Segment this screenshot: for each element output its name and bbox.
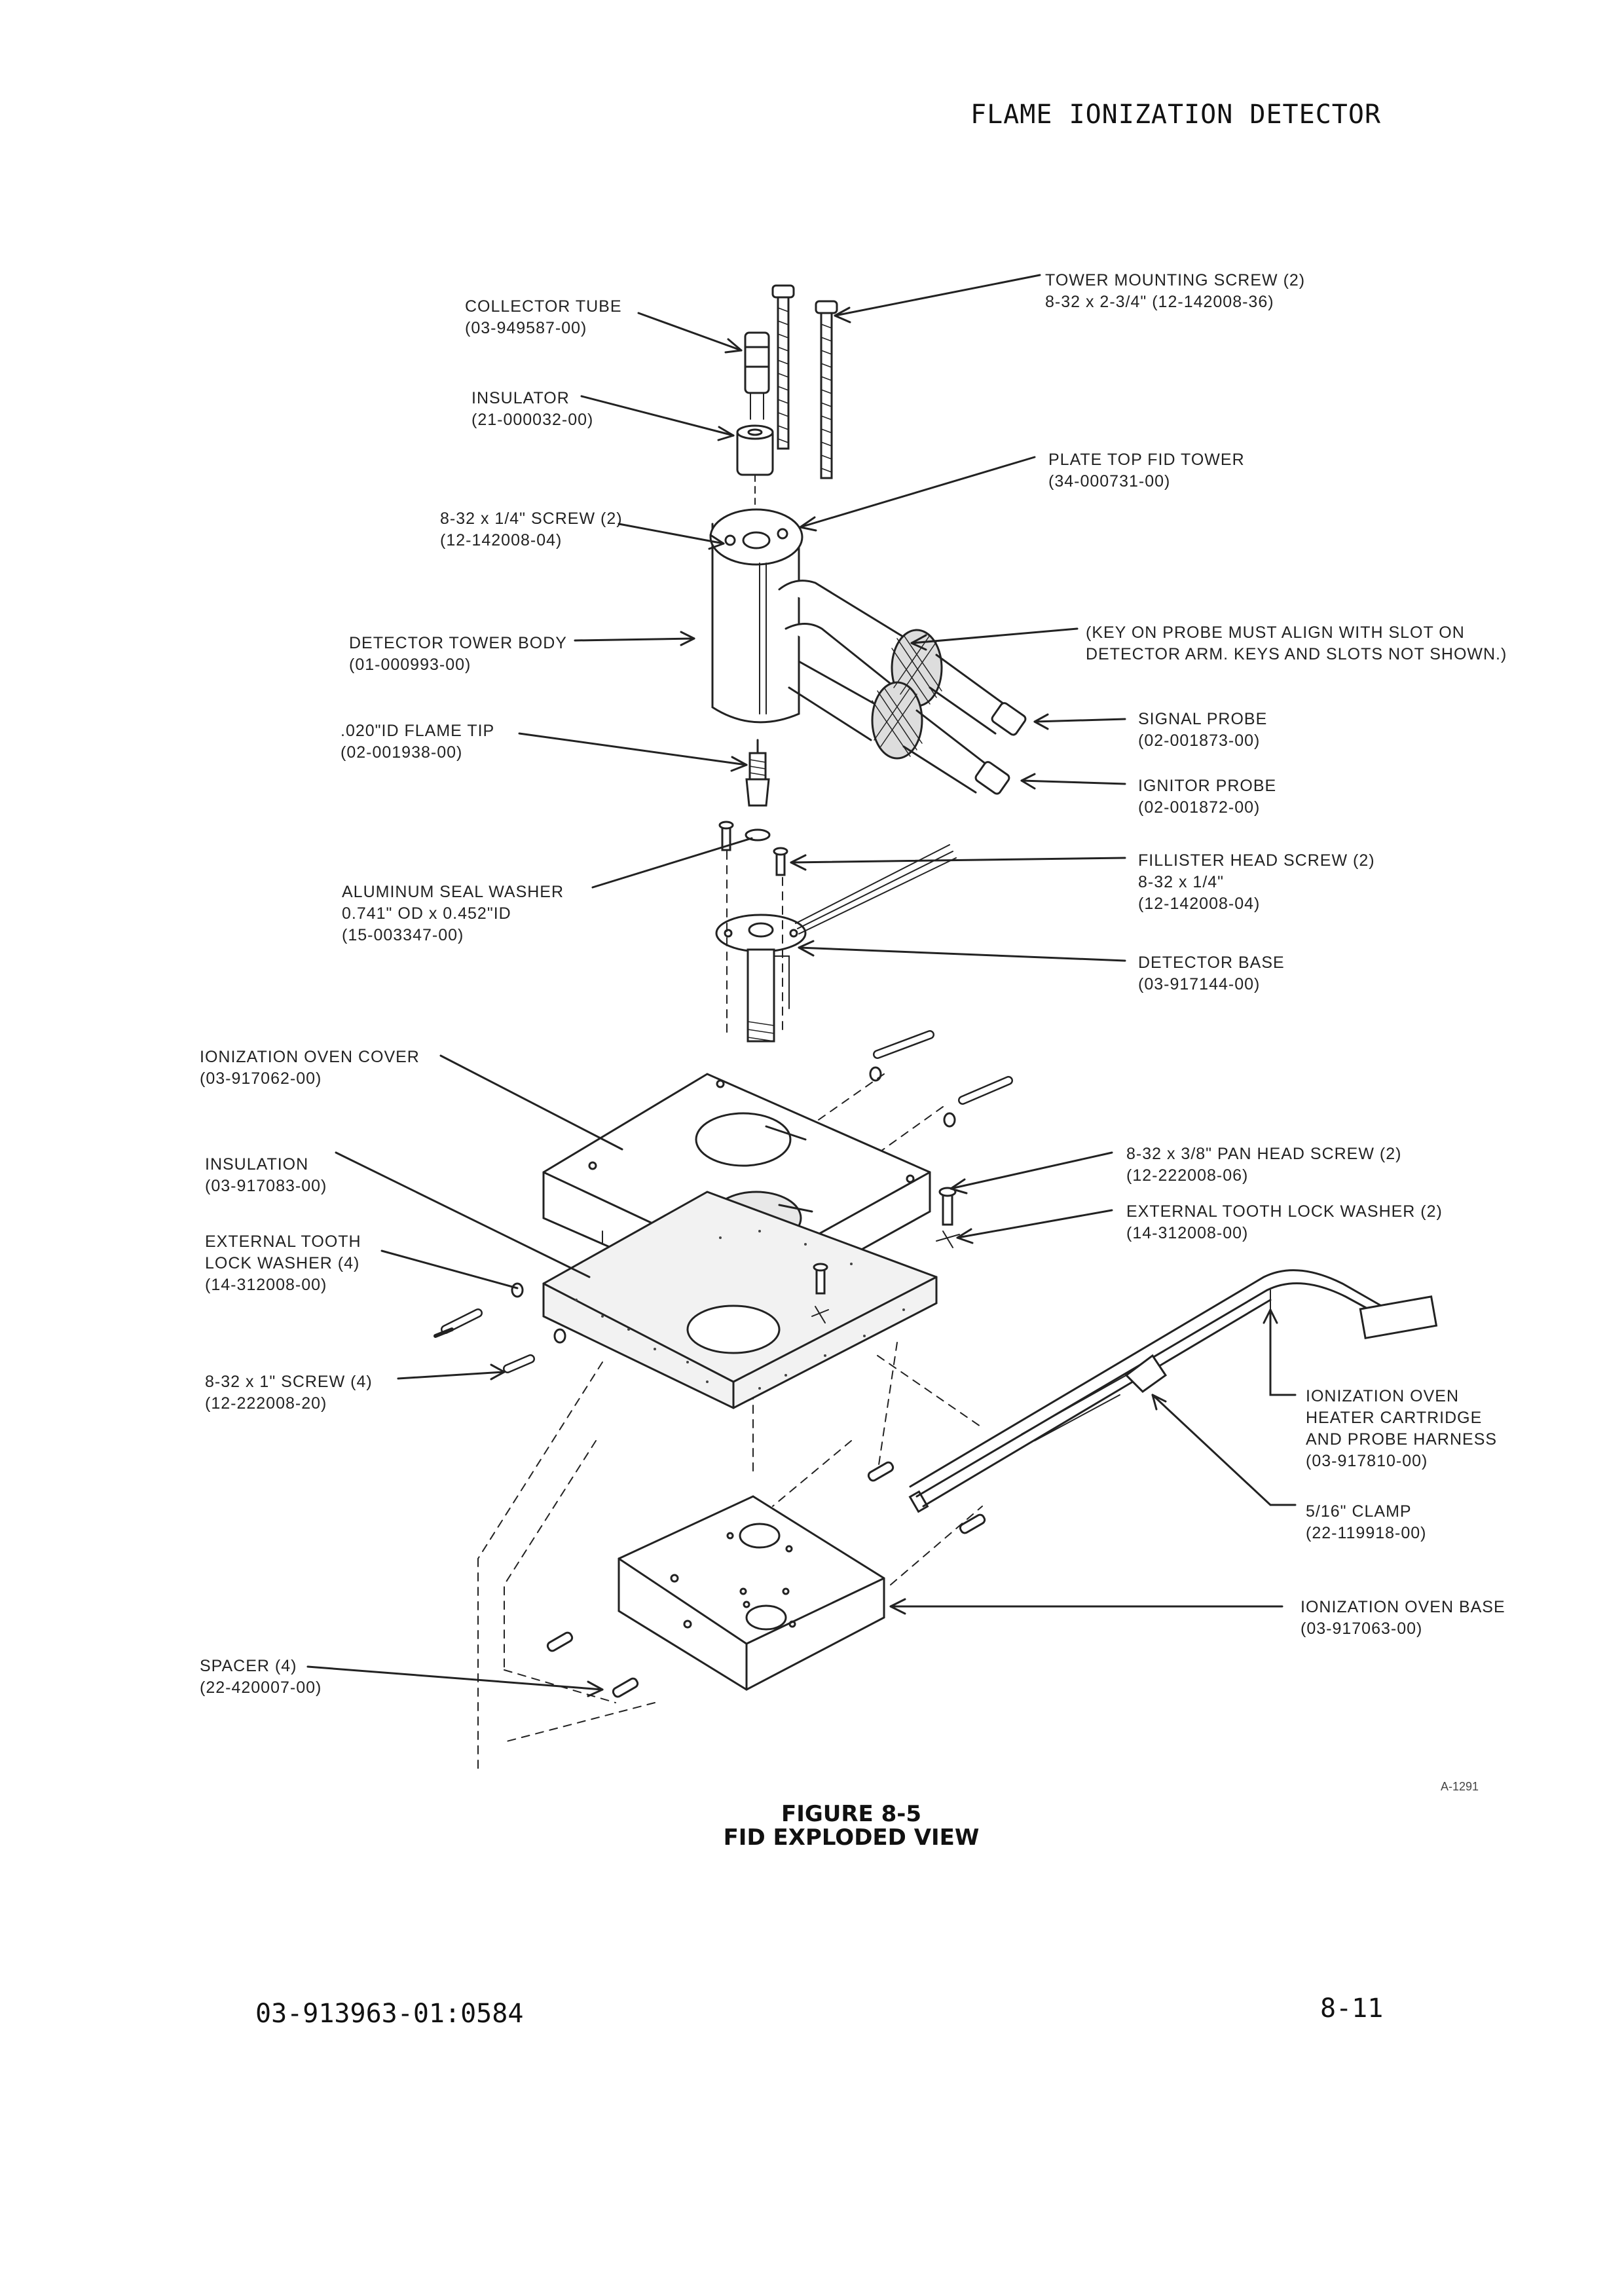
label-oven-base: IONIZATION OVEN BASE (03-917063-00)	[1301, 1598, 1505, 1638]
figure-caption	[681, 1802, 1022, 1849]
label-ext-tooth-right: EXTERNAL TOOTH LOCK WASHER (2) (14-312008-00)	[1126, 1202, 1443, 1242]
detector-base-part	[716, 845, 956, 1041]
label-clamp: 5/16" CLAMP (22-119918-00)	[1306, 1502, 1427, 1542]
flame-tip-part	[747, 740, 769, 805]
label-signal-probe: SIGNAL PROBE (02-001873-00)	[1138, 710, 1268, 750]
page-number: 8-11	[1320, 1993, 1384, 2024]
caption-line-1: FIGURE 8-5	[781, 1801, 922, 1827]
caption-line-2: FID EXPLODED VIEW	[723, 1824, 980, 1851]
label-insulator: INSULATOR (21-000032-00)	[471, 389, 594, 429]
art-code: A-1291	[1441, 1780, 1479, 1793]
label-ignitor-probe: IGNITOR PROBE (02-001872-00)	[1138, 777, 1277, 817]
label-insulation: INSULATION (03-917083-00)	[205, 1155, 327, 1195]
label-key-note: (KEY ON PROBE MUST ALIGN WITH SLOT ON DETECTOR ARM. KEYS AND SLOTS NOT SHOWN.)	[1086, 623, 1507, 663]
label-ext-tooth-left: EXTERNAL TOOTH LOCK WASHER (4) (14-312008-00)	[205, 1232, 361, 1294]
label-flame-tip: .020"ID FLAME TIP (02-001938-00)	[341, 722, 495, 762]
label-tower-body: DETECTOR TOWER BODY (01-000993-00)	[349, 634, 567, 674]
label-plate-top: PLATE TOP FID TOWER (34-000731-00)	[1048, 451, 1245, 491]
label-fillister: FILLISTER HEAD SCREW (2) 8-32 x 1/4" (12-142008-04)	[1138, 851, 1375, 913]
doc-number: 03-913963-01:0584	[255, 1999, 524, 2029]
label-screw-1in: 8-32 x 1" SCREW (4) (12-222008-20)	[205, 1373, 373, 1413]
label-tower-screw: TOWER MOUNTING SCREW (2) 8-32 x 2-3/4" (12-142008-36)	[1045, 271, 1306, 311]
label-collector-tube: COLLECTOR TUBE (03-949587-00)	[465, 297, 622, 337]
oven-base-part	[619, 1496, 884, 1690]
label-screw-quarter: 8-32 x 1/4" SCREW (2) (12-142008-04)	[440, 509, 623, 549]
collector-tube-part	[745, 333, 769, 419]
page-header-title: FLAME IONIZATION DETECTOR	[970, 100, 1382, 130]
label-detector-base: DETECTOR BASE (03-917144-00)	[1138, 954, 1285, 993]
label-seal-washer: ALUMINUM SEAL WASHER 0.741" OD x 0.452"ID (15-003347-00)	[342, 883, 564, 944]
label-harness: IONIZATION OVEN HEATER CARTRIDGE AND PROBE HARNESS (03-917810-00)	[1306, 1387, 1498, 1470]
label-oven-cover: IONIZATION OVEN COVER (03-917062-00)	[200, 1048, 420, 1088]
insulator-part	[737, 426, 773, 504]
label-pan-head: 8-32 x 3/8" PAN HEAD SCREW (2) (12-222008-06)	[1126, 1145, 1402, 1185]
tower-mounting-screws	[773, 286, 837, 478]
label-spacer: SPACER (4) (22-420007-00)	[200, 1657, 322, 1697]
